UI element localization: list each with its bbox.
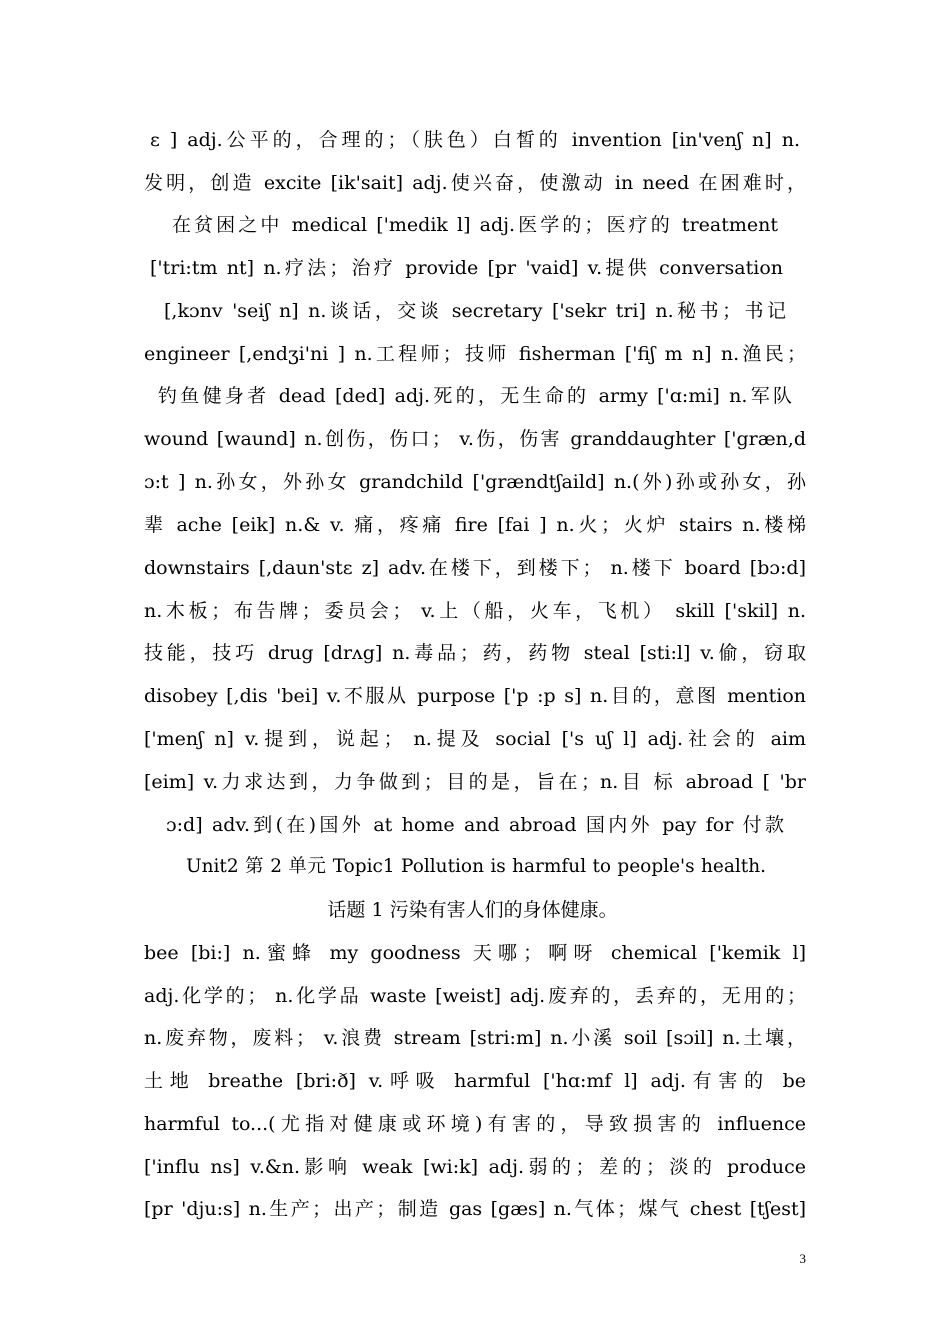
section-heading: Unit2 第 2 单元 Topic1 Pollution is harmful to people's health. bbox=[186, 856, 766, 877]
text-line-20: bee [bi:] n.蜜蜂 my goodness 天哪；啊呀 chemical ['kemik l] bbox=[144, 942, 806, 964]
text-line-15: ['menʃ n] v.提到，说起； n.提及 social ['s uʃ l] adj.社会的 aim bbox=[144, 728, 806, 750]
text-line-1: ε ] adj.公平的，合理的；（肤色）白皙的 invention [in'venʃ n] n. bbox=[150, 129, 800, 151]
text-line-9: ɔ:t ] n.孙女，外孙女 grandchild ['grændtʃaild] n.(外)孙或孙女，孙 bbox=[144, 471, 806, 493]
text-line-6: engineer [,endʒi'ni ] n.工程师；技师 fisherman ['fiʃ m n] n.渔民； bbox=[144, 343, 806, 365]
section-subheading: 话题 1 污染有害人们的身体健康。 bbox=[327, 899, 618, 921]
text-line-13: 技能，技巧 drug [drʌg] n.毒品；药，药物 steal [sti:l] v.偷，窃取 bbox=[144, 642, 806, 664]
text-line-2: 发明，创造 excite [ik'sait] adj.使兴奋，使激动 in need 在困难时， bbox=[144, 172, 806, 194]
text-line-7: 钓鱼健身者 dead [ded] adj.死的，无生命的 army ['ɑ:mi] n.军队 bbox=[158, 385, 792, 407]
text-line-16: [eim] v.力求达到，力争做到；目的是，旨在；n.目 标 abroad [ 'br bbox=[144, 771, 806, 793]
text-line-17: ɔ:d] adv.到(在)国外 at home and abroad 国内外 pay for 付款 bbox=[166, 814, 784, 836]
text-line-4: ['tri:tm nt] n.疗法；治疗 provide [pr 'vaid] v.提供 conversation bbox=[150, 257, 783, 279]
text-line-11: downstairs [,daun'stε z] adv.在楼下，到楼下； n.楼下 board [bɔ:d] bbox=[144, 557, 806, 579]
text-line-12: n.木板；布告牌；委员会； v.上（船，火车，飞机） skill ['skil] n. bbox=[144, 600, 806, 622]
text-line-22: n.废弃物，废料； v.浪费 stream [stri:m] n.小溪 soil [sɔil] n.土壤， bbox=[144, 1027, 806, 1049]
text-line-25: ['influ ns] v.&n.影响 weak [wi:k] adj.弱的；差的；淡的 produce bbox=[144, 1156, 806, 1178]
text-line-26: [pr 'dju:s] n.生产；出产；制造 gas [gæs] n.气体；煤气 chest [tʃest] bbox=[144, 1198, 806, 1220]
text-line-14: disobey [,dis 'bei] v.不服从 purpose ['p :p s] n.目的，意图 mention bbox=[144, 685, 806, 707]
text-line-24: harmful to...(尤指对健康或环境)有害的，导致损害的 influence bbox=[144, 1113, 806, 1135]
text-line-8: wound [waund] n.创伤，伤口； v.伤，伤害 granddaughter ['græn,d bbox=[144, 428, 806, 450]
text-line-3: 在贫困之中 medical ['medik l] adj.医学的；医疗的 treatment bbox=[172, 214, 778, 236]
text-line-23: 土地 breathe [bri:ð] v.呼吸 harmful ['hɑ:mf l] adj.有害的 be bbox=[144, 1070, 806, 1092]
text-line-21: adj.化学的； n.化学品 waste [weist] adj.废弃的，丢弃的，无用的； bbox=[144, 985, 806, 1007]
text-line-10: 辈 ache [eik] n.& v. 痛，疼痛 fire [fai ] n.火；火炉 stairs n.楼梯 bbox=[144, 514, 806, 536]
page-number: 3 bbox=[799, 1251, 806, 1266]
text-line-5: [,kɔnv 'seiʃ n] n.谈话，交谈 secretary ['sekr tri] n.秘书；书记 bbox=[164, 300, 786, 322]
